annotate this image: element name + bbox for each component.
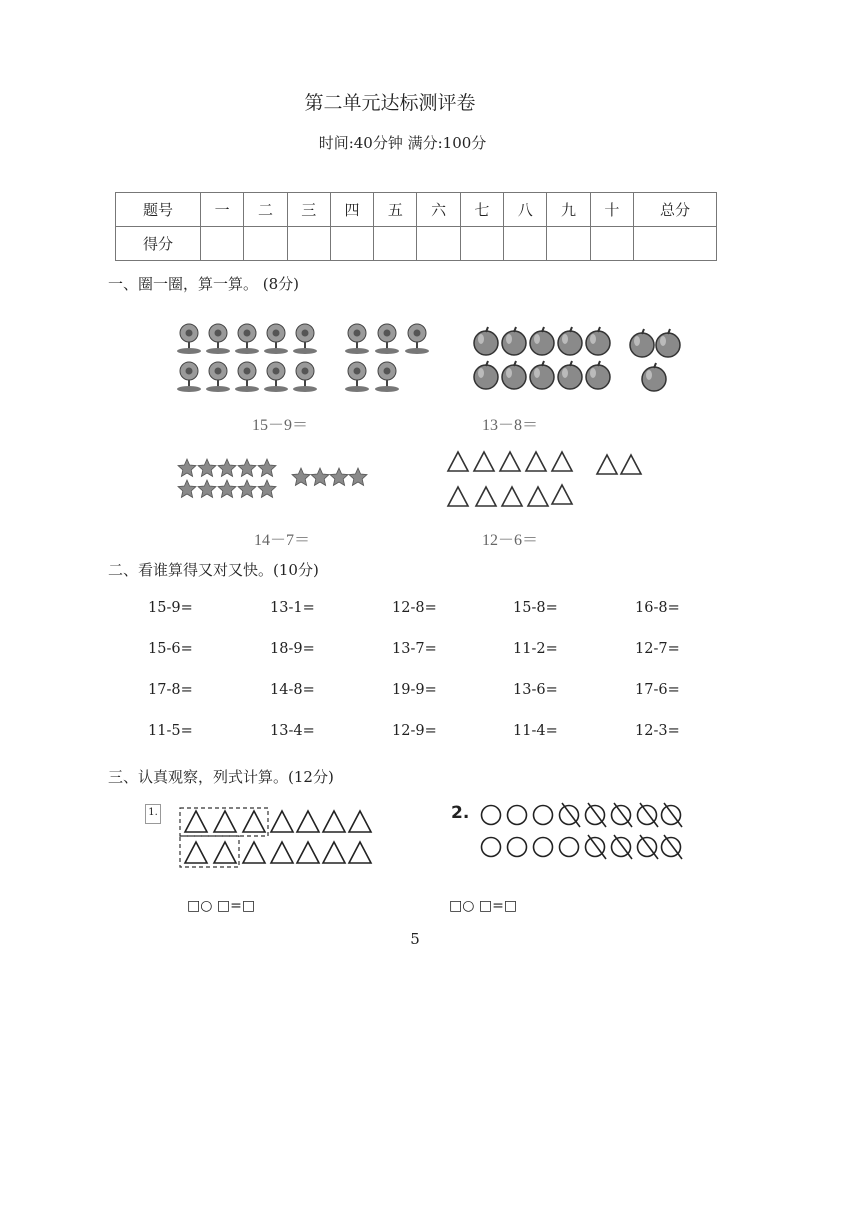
score-row-label: 得分: [116, 227, 201, 261]
score-input-cell[interactable]: [504, 227, 547, 261]
score-input-cell[interactable]: [590, 227, 633, 261]
circle-crossed-diagram: [480, 800, 685, 866]
calc-item: 13-6=: [513, 682, 558, 698]
score-table-cell: 题号: [116, 193, 201, 227]
score-input-cell[interactable]: [547, 227, 590, 261]
section1-heading: 一、圈一圈，算一算。 (8分): [108, 275, 300, 293]
item1-label: 1.: [145, 804, 161, 824]
flower-icon: [176, 322, 446, 394]
exam-info: 时间:40分钟 满分:100分: [318, 134, 487, 152]
calc-item: 17-8=: [148, 682, 193, 698]
score-table-cell: 七: [460, 193, 503, 227]
section2-heading: 二、看谁算得又对又快。(10分): [108, 561, 319, 579]
calc-item: 15-9=: [148, 600, 193, 616]
calc-item: 13-4=: [270, 723, 315, 739]
score-table-header-row: [116, 193, 717, 227]
score-input-cell[interactable]: [201, 227, 244, 261]
calc-item: 17-6=: [635, 682, 680, 698]
score-table-cell: 一: [201, 193, 244, 227]
score-input-cell[interactable]: [374, 227, 417, 261]
calc-item: 11-2=: [513, 641, 558, 657]
calc-item: 19-9=: [392, 682, 437, 698]
calc-item: 15-6=: [148, 641, 193, 657]
calc-item: 12-3=: [635, 723, 680, 739]
calc-item: 18-9=: [270, 641, 315, 657]
calc-item: 11-5=: [148, 723, 193, 739]
score-table-cell: 九: [547, 193, 590, 227]
answer-template-1[interactable]: □○ □=□: [187, 898, 256, 914]
score-table-cell: 六: [417, 193, 460, 227]
score-table-cell: 五: [374, 193, 417, 227]
answer-template-2[interactable]: □○ □=□: [449, 898, 518, 914]
score-table-cell: 十: [590, 193, 633, 227]
score-input-cell[interactable]: [287, 227, 330, 261]
calc-item: 12-9=: [392, 723, 437, 739]
score-table-cell: 四: [330, 193, 373, 227]
score-table: [115, 192, 717, 261]
problem-12-6: 12－6＝: [482, 532, 539, 549]
calc-item: 13-7=: [392, 641, 437, 657]
calc-item: 16-8=: [635, 600, 680, 616]
score-input-cell[interactable]: [460, 227, 503, 261]
apple-icon: [470, 324, 690, 396]
problem-13-8: 13－8＝: [482, 417, 539, 434]
calc-item: 11-4=: [513, 723, 558, 739]
item2-label: 2.: [451, 803, 470, 823]
calc-item: 13-1=: [270, 600, 315, 616]
score-input-cell[interactable]: [417, 227, 460, 261]
star-icon: [176, 457, 376, 501]
triangle-icon: [446, 449, 652, 513]
calc-item: 12-8=: [392, 600, 437, 616]
score-table-score-row: [116, 227, 717, 261]
calc-item: 14-8=: [270, 682, 315, 698]
calc-item: 15-8=: [513, 600, 558, 616]
problem-15-9: 15－9＝: [252, 417, 309, 434]
score-table-cell: 三: [287, 193, 330, 227]
section3-heading: 三、认真观察，列式计算。(12分): [108, 768, 334, 786]
page-title: 第二单元达标测评卷: [304, 92, 476, 114]
score-table-cell: 二: [244, 193, 287, 227]
page-number: 5: [410, 930, 420, 948]
problem-14-7: 14－7＝: [254, 532, 311, 549]
triangle-group-diagram: [176, 806, 376, 872]
score-input-cell[interactable]: [330, 227, 373, 261]
score-input-cell[interactable]: [634, 227, 717, 261]
score-table-cell: 总分: [634, 193, 717, 227]
calc-item: 12-7=: [635, 641, 680, 657]
score-input-cell[interactable]: [244, 227, 287, 261]
score-table-cell: 八: [504, 193, 547, 227]
